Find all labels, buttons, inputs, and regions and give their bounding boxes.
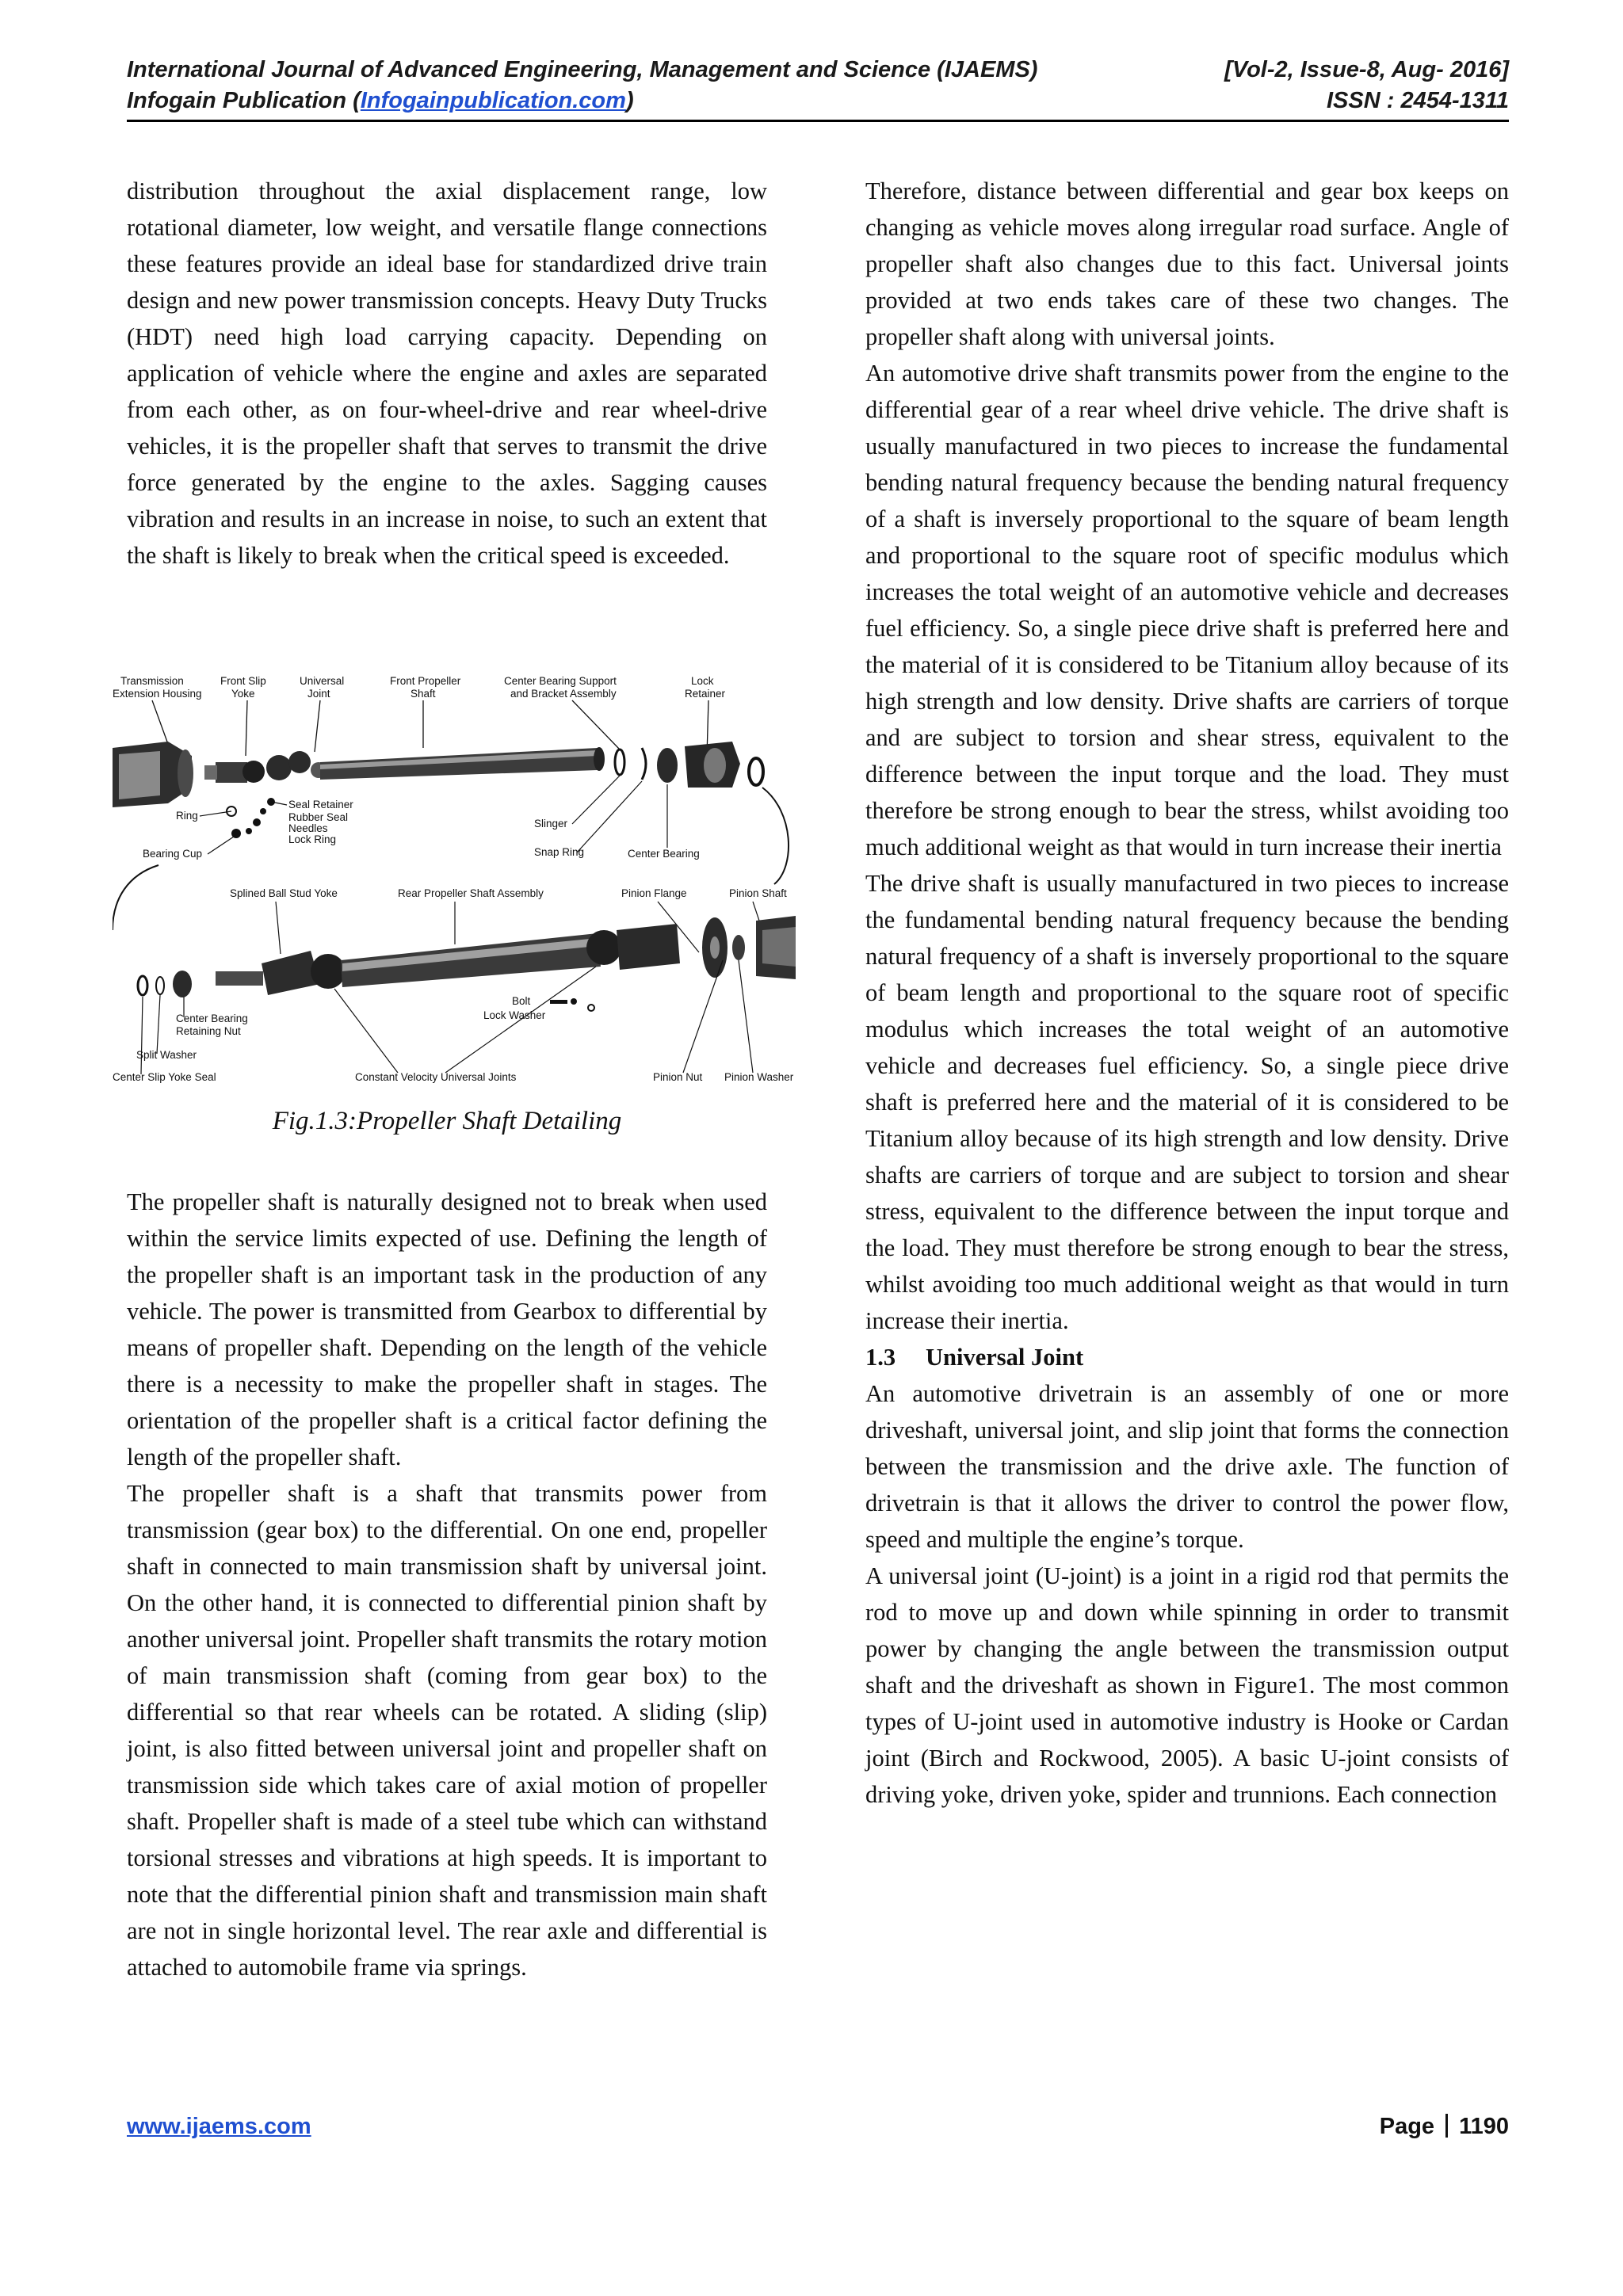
fig-label: Needles <box>288 822 328 834</box>
section-heading <box>865 1339 1509 1375</box>
front-universal-joint <box>266 751 327 780</box>
section-number: 1.3 <box>865 1344 896 1371</box>
paragraph: The propeller shaft is a shaft that transmits power from transmission (gear box) to the differential. On one end, propeller shaft in connected to main transmission shaft by universal joint. On the other hand, it is connected to differential pinion shaft by another universal joint. Propeller shaft transmits the rotary motion of main transmission shaft (coming from gear box) to the differential so that rear wheels can be rotated. A sliding (slip) joint, is also fitted between universal joint and propeller shaft on transmission side which takes care of axial motion of propeller shaft. Propeller shaft is made of a steel tube which can withstand torsional stresses and vibrations at high speeds. It is important to note that the differential pinion shaft and transmission main shaft are not in single horizontal level. The rear axle and differential is attached to automobile frame via springs. <box>127 1480 767 1981</box>
figure-caption: Fig.1.3:Propeller Shaft Detailing <box>272 1107 622 1135</box>
fig-label: Splined Ball Stud Yoke <box>230 887 338 899</box>
website-link[interactable]: www.ijaems.com <box>127 2114 311 2139</box>
fig-label: Transmission <box>120 675 184 687</box>
fig-label: Lock Washer <box>483 1009 546 1021</box>
page-label: Page <box>1379 2114 1435 2139</box>
fig-label: Extension Housing <box>113 688 202 700</box>
paragraph: distribution throughout the axial displacement range, low rotational diameter, low weight, and versatile flange connections these features provide an ideal base for standardized drive train design and new power transmission concepts. Heavy Duty Trucks (HDT) need high load carrying capacity. Depending on application of vehicle where the engine and axles are separated from each other, as on four-wheel-drive and rear wheel-drive vehicles, it is the propeller shaft that serves to transmit the drive force generated by the engine to the axles. Sagging causes vibration and results in an increase in noise, to such an extent that the shaft is likely to break when the critical speed is exceeded. <box>127 177 767 569</box>
paragraph: The drive shaft is usually manufactured in two pieces to increase the fundamental bending natural frequency because the bending natural frequency of a shaft is inversely proportional to the square of beam length and proportional to the square root of specific modulus which increases the total weight of an automotive vehicle and decreases fuel efficiency. So, a single piece drive shaft is preferred here and the material of it is considered to be Titanium alloy because of its high strength and low density. Drive shafts are carriers of torque and are subject to torsion and shear stress, equivalent to the difference between the input torque and the load. They must therefore be strong enough to bear the stress, whilst avoiding too much additional weight as that would in turn increase their inertia. <box>865 870 1509 1334</box>
front-propeller-shaft <box>320 747 605 780</box>
right-column <box>865 173 1509 1813</box>
fig-label: Rubber Seal <box>288 811 349 823</box>
fig-label: Pinion Flange <box>621 887 687 899</box>
page-footer <box>127 2114 1509 2145</box>
paragraph: Therefore, distance between differential and gear box keeps on changing as vehicle moves along irregular road surface. Angle of propeller shaft also changes due to this fact. Universal joints provided at two ends takes care of these two changes. The propeller shaft along with universal joints. <box>865 177 1509 350</box>
fig-label: Constant Velocity Universal Joints <box>355 1071 517 1083</box>
paragraph: The propeller shaft is naturally designed not to break when used within the service limits expected of use. Defining the length of the propeller shaft is an important task in the production of any vehicle. The power is transmitted from Gearbox to differential by means of propeller shaft. Depending on the length of the vehicle there is a necessity to make the propeller shaft in stages. The orientation of the propeller shaft is a critical factor defining the length of the propeller shaft. <box>127 1188 767 1470</box>
fig-label: Bearing Cup <box>143 848 203 860</box>
rear-small-parts <box>138 971 192 997</box>
paragraph: A universal joint (U-joint) is a joint in a rigid rod that permits the rod to move up and down while spinning in order to transmit power by changing the angle between the transmission output shaft and the driveshaft as shown in Figure1. The most common types of U-joint used in automotive industry is Hooke or Cardan joint (Birch and Rockwood, 2005). A basic U-joint consists of driving yoke, driven yoke, spider and trunnions. Each connection <box>865 1562 1509 1808</box>
fig-label: Joint <box>307 688 330 700</box>
fig-label: Pinion Washer <box>724 1071 794 1083</box>
fig-label: Center Bearing <box>176 1013 248 1024</box>
fig-label: Front Slip <box>220 675 266 687</box>
fig-label: and Bracket Assembly <box>510 688 617 700</box>
publisher-prefix: Infogain Publication ( <box>127 88 361 113</box>
fig-label: Pinion Nut <box>653 1071 703 1083</box>
fig-label: Lock <box>691 675 714 687</box>
section-title: Universal Joint <box>926 1344 1084 1371</box>
page-separator <box>1445 2114 1448 2138</box>
center-bearing-parts <box>615 742 763 788</box>
fig-label: Shaft <box>411 688 436 700</box>
publisher-link[interactable]: Infogainpublication.com <box>360 88 626 113</box>
fig-label: Center Bearing <box>628 848 700 860</box>
fig-label: Retaining Nut <box>176 1025 241 1037</box>
fig-label: Universal <box>300 675 345 687</box>
rear-propeller-shaft-assembly <box>216 924 680 995</box>
fig-label: Rear Propeller Shaft Assembly <box>398 887 544 899</box>
front-slip-yoke <box>204 761 265 783</box>
fig-label: Center Bearing Support <box>504 675 617 687</box>
publisher-suffix: ) <box>625 88 634 113</box>
page-number: 1190 <box>1459 2114 1509 2139</box>
publisher <box>127 88 634 114</box>
volume-issue: [Vol-2, Issue-8, Aug- 2016] <box>1224 57 1509 82</box>
transmission-housing <box>113 742 193 807</box>
propeller-shaft-figure <box>113 669 796 1100</box>
fig-label: Slinger <box>534 818 568 830</box>
journal-name: International Journal of Advanced Engineering, Management and Science (IJAEMS) <box>127 57 1038 82</box>
left-column-top <box>127 173 767 574</box>
fig-label: Lock Ring <box>288 833 337 845</box>
header-rule <box>127 120 1509 122</box>
bolt-washer <box>550 998 594 1011</box>
issn: ISSN : 2454-1311 <box>1327 88 1509 113</box>
fig-label: Center Slip Yoke Seal <box>113 1071 216 1083</box>
fig-label: Ring <box>176 810 198 822</box>
paragraph: An automotive drive shaft transmits power from the engine to the differential gear of a rear wheel drive vehicle. The drive shaft is usually manufactured in two pieces to increase the fundamental bending natural frequency because the bending natural frequency of a shaft is inversely proportional to the square of beam length and proportional to the square root of specific modulus which increases the total weight of an automotive vehicle and decreases fuel efficiency. So, a single piece drive shaft is preferred here and the material of it is considered to be Titanium alloy because of its high strength and low density. Drive shafts are carriers of torque and are subject to torsion and shear stress, equivalent to the difference between the input torque and the load. They must therefore be strong enough to bear the stress, whilst avoiding too much additional weight as that would in turn increase their inertia <box>865 360 1509 860</box>
left-column-bottom <box>127 1184 767 1985</box>
fig-label: Snap Ring <box>534 846 585 858</box>
paragraph: An automotive drivetrain is an assembly of one or more driveshaft, universal joint, and slip joint that forms the connection between the transmission and the drive axle. The function of drivetrain is that it allows the driver to control the power flow, speed and multiple the engine’s torque. <box>865 1380 1509 1553</box>
pinion-parts <box>702 916 796 979</box>
ujoint-small-parts <box>227 798 275 838</box>
page-number-block <box>1380 2114 1509 2140</box>
fig-label: Retainer <box>685 688 726 700</box>
exploded-diagram <box>113 669 796 1100</box>
fig-label: Pinion Shaft <box>729 887 787 899</box>
fig-label: Yoke <box>231 688 255 700</box>
fig-label: Front Propeller <box>390 675 461 687</box>
fig-label: Seal Retainer <box>288 799 353 810</box>
fig-label: Split Washer <box>136 1049 197 1061</box>
fig-label: Bolt <box>512 995 531 1007</box>
